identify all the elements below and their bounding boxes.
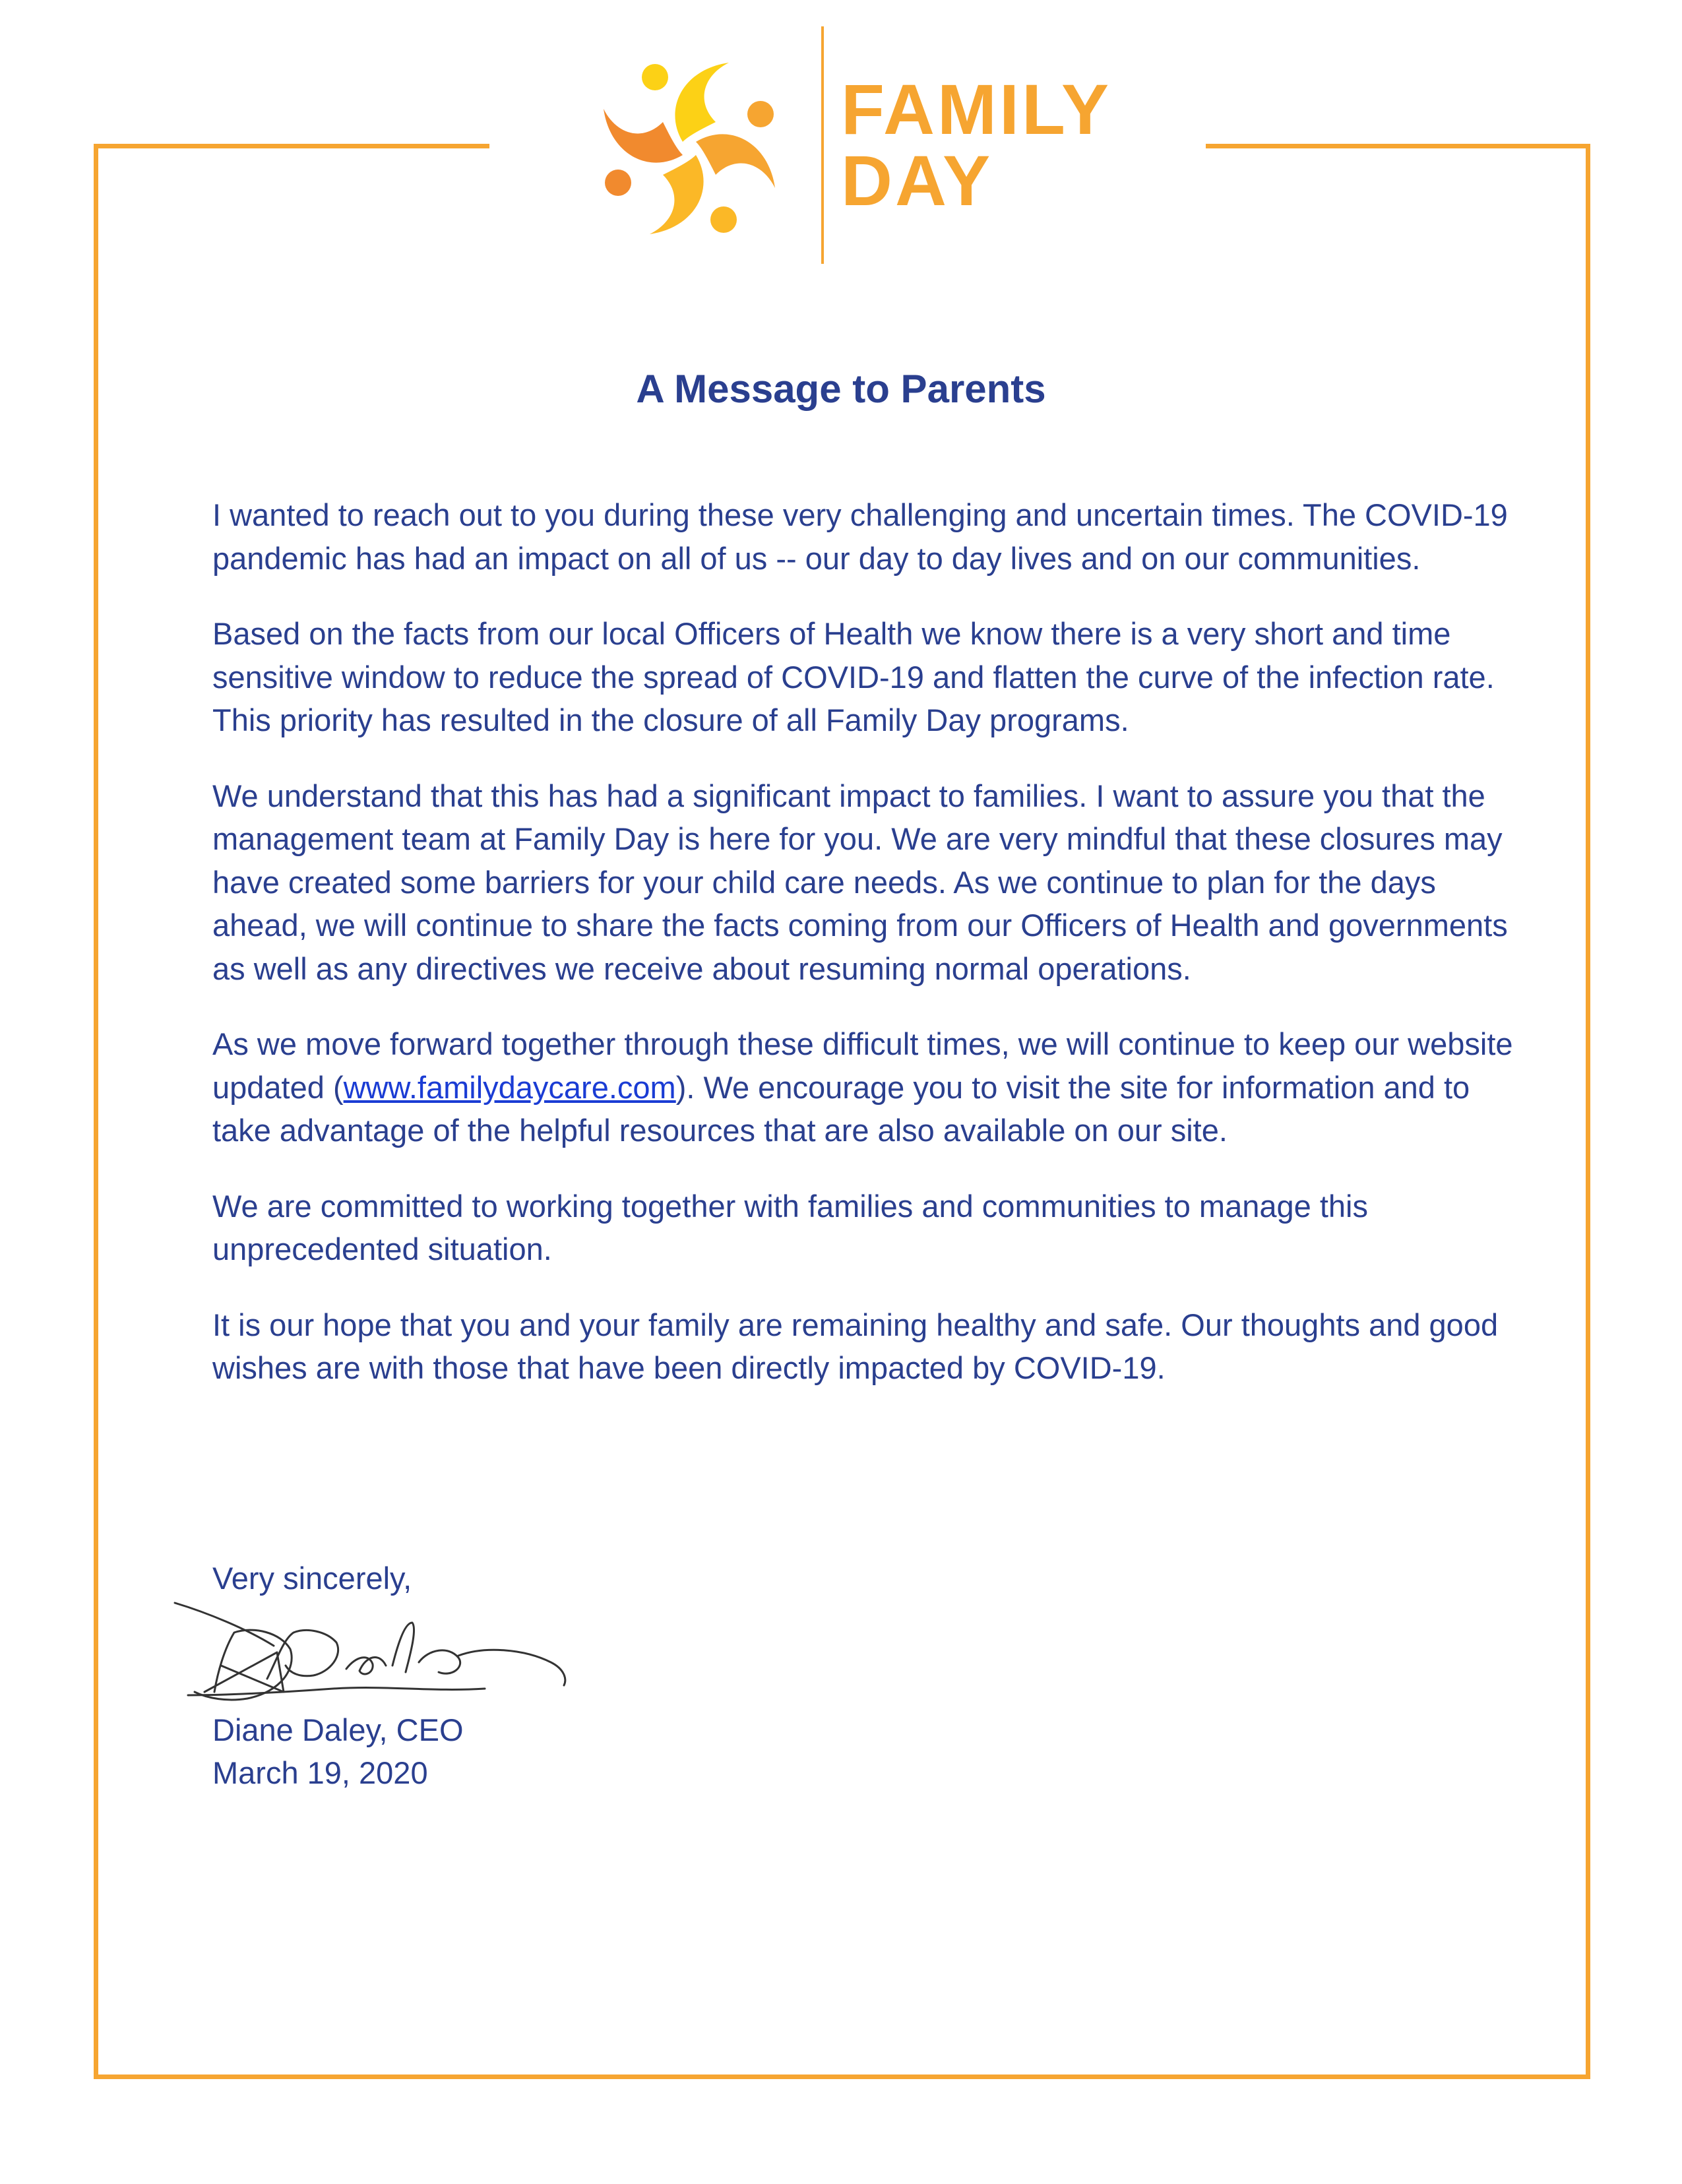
border-top-right xyxy=(1206,144,1590,148)
paragraph-text: ). We encourage you to visit the site for information and to take advantage of the helpful resources that are also available on our site. xyxy=(212,1069,1470,1148)
paragraph-website xyxy=(212,1022,1525,1152)
handwritten-signature xyxy=(168,1593,630,1712)
logo-divider xyxy=(821,26,824,264)
paragraph: It is our hope that you and your family are remaining healthy and safe. Our thoughts and good wishes are with those that have been directly impacted by COVID-19. xyxy=(212,1307,1499,1385)
border-bottom xyxy=(94,2075,1590,2079)
border-left xyxy=(94,144,98,2079)
paragraph: Based on the facts from our local Officers of Health we know there is a very short and time sensitive window to reduce the spread of COVID-19 and flatten the curve of the infection rate. This priority has resulted in the closure of all Family Day programs. xyxy=(212,616,1495,737)
letter-body xyxy=(212,493,1525,1422)
logo-line-2: DAY xyxy=(841,140,993,220)
logo-wordmark xyxy=(841,69,1112,220)
pinwheel-people-icon xyxy=(580,40,798,257)
logo-line-1: FAMILY xyxy=(841,69,1112,149)
paragraph-text: As we move forward together through these difficult times, we will continue to keep our website updated ( xyxy=(212,1026,1513,1105)
letter-title: A Message to Parents xyxy=(636,367,1046,411)
closing-line: Very sincerely, xyxy=(212,1561,412,1596)
website-link[interactable]: www.familydaycare.com xyxy=(343,1069,676,1105)
border-right xyxy=(1586,144,1590,2079)
paragraph: I wanted to reach out to you during these very challenging and uncertain times. The COVID-19 pandemic has had an impact on all of us -- our day to day lives and on our communities. xyxy=(212,497,1508,576)
paragraph: We understand that this has had a significant impact to families. I want to assure you that the management team at Family Day is here for you. We are very mindful that these closures may have created some barriers for your child care needs. As we continue to plan for the days ahead, we will continue to share the facts coming from our Officers of Health and governments as well as any directives we receive about resuming normal operations. xyxy=(212,778,1508,986)
letter-date: March 19, 2020 xyxy=(212,1755,428,1790)
family-day-logo xyxy=(580,20,1121,270)
border-top-left xyxy=(94,144,489,148)
signer-name: Diane Daley, CEO xyxy=(212,1712,464,1747)
paragraph: We are committed to working together with families and communities to manage this unprecedented situation. xyxy=(212,1188,1368,1266)
